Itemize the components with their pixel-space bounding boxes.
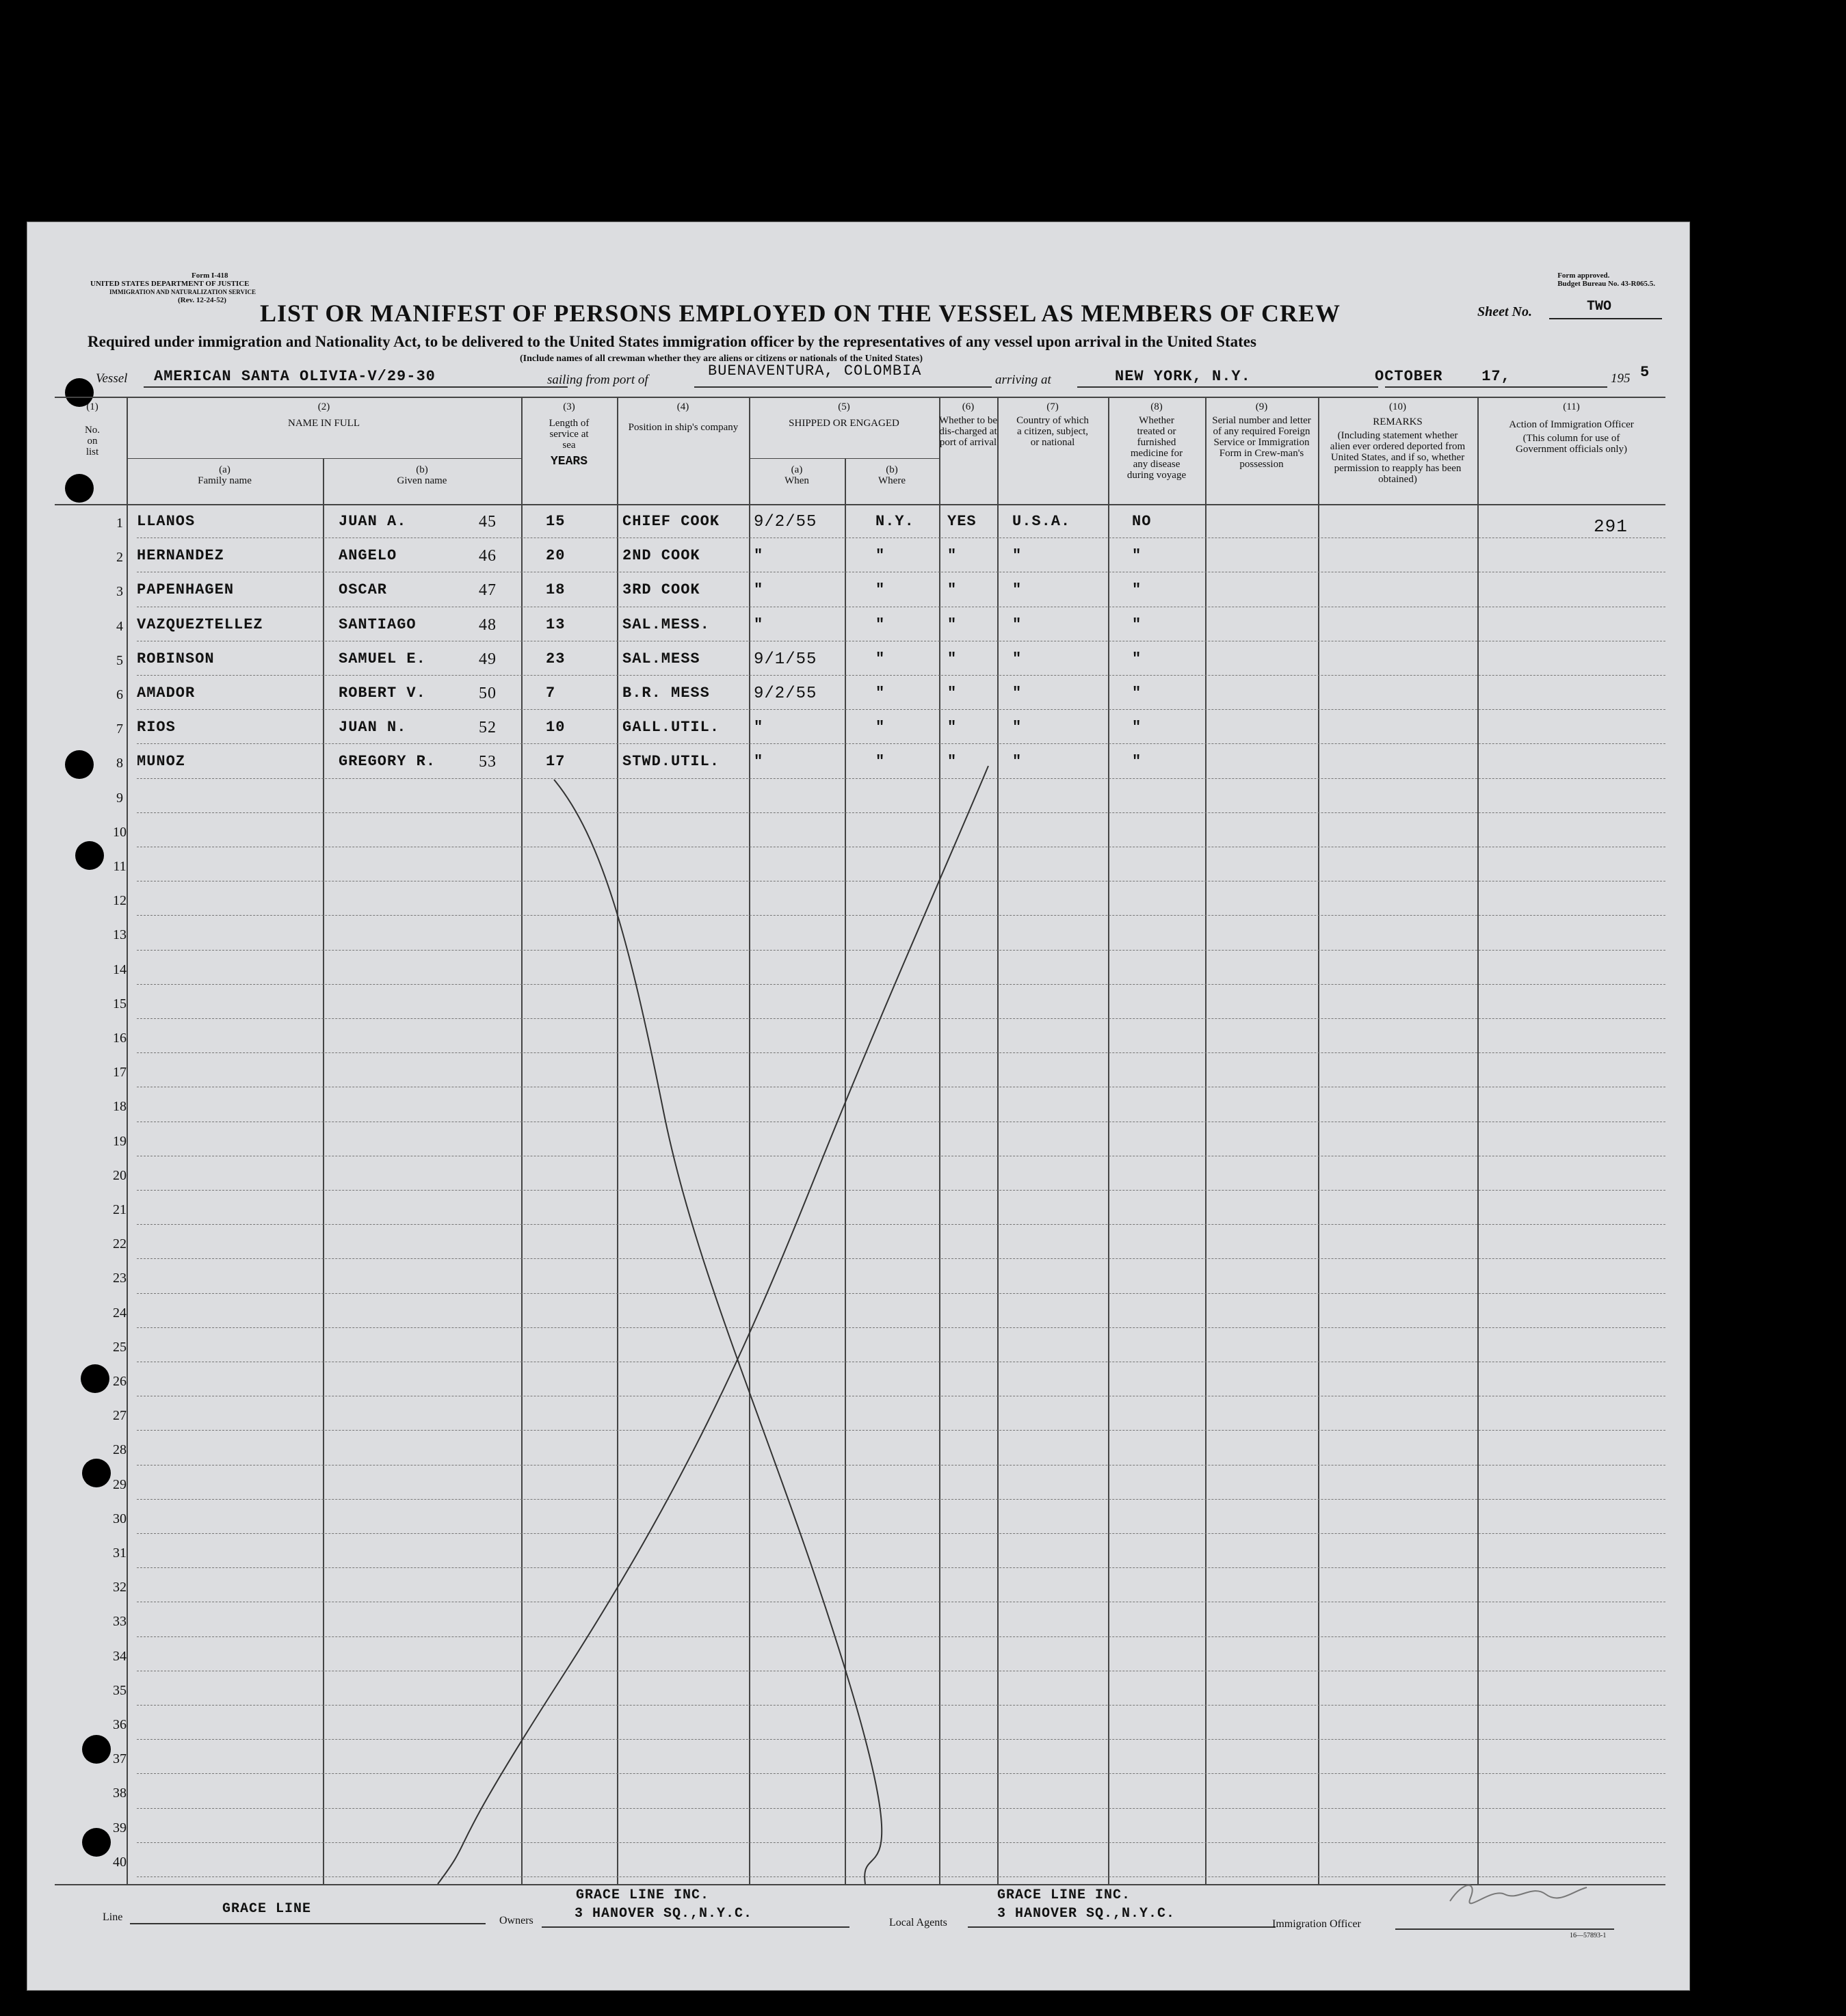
cell-where: " xyxy=(875,650,886,667)
cell-discharged: " xyxy=(947,719,958,737)
cell-ref: 53 xyxy=(479,753,497,771)
row-number: 21 xyxy=(113,1202,127,1217)
col-header-family: (a) Family name xyxy=(198,464,252,486)
cell-country: U.S.A. xyxy=(1012,513,1071,530)
cell-given: GREGORY R. xyxy=(339,753,436,771)
row-number: 3 xyxy=(116,584,123,600)
cell-position: 3RD COOK xyxy=(622,581,700,599)
row-number: 5 xyxy=(116,652,123,668)
cell-position: B.R. MESS xyxy=(622,685,710,702)
cell-when: " xyxy=(754,581,764,599)
manifest-page xyxy=(27,222,1689,1990)
cell-position: GALL.UTIL. xyxy=(622,719,720,737)
cell-where: " xyxy=(875,547,886,565)
officer-underline xyxy=(1395,1928,1614,1930)
row-number: 28 xyxy=(113,1442,127,1458)
cell-country: " xyxy=(1012,753,1023,771)
cell-family: PAPENHAGEN xyxy=(137,581,235,599)
col-header-name: (2) NAME IN FULL xyxy=(288,401,360,429)
cell-family: MUNOZ xyxy=(137,753,186,771)
arriving-label: arriving at xyxy=(995,373,1051,387)
row-number: 19 xyxy=(113,1133,127,1149)
cell-country: " xyxy=(1012,650,1023,667)
cell-country: " xyxy=(1012,719,1023,737)
instruction-note: (Include names of all crewman whether they are aliens or citizens or nationals of the United States) xyxy=(520,354,923,364)
agents-label: Local Agents xyxy=(889,1917,947,1928)
cell-years: 7 xyxy=(546,685,556,702)
cell-family: HERNANDEZ xyxy=(137,547,224,565)
col-header-given: (b) Given name xyxy=(397,464,447,486)
row-number: 9 xyxy=(116,790,123,806)
row-number: 31 xyxy=(113,1546,127,1561)
cancellation-cross xyxy=(27,222,1689,1990)
cell-ref: 47 xyxy=(479,581,497,600)
cell-when: 9/2/55 xyxy=(754,513,817,531)
agents-underline xyxy=(968,1926,1276,1928)
agents-name: GRACE LINE INC. xyxy=(997,1887,1131,1903)
cell-when: 9/2/55 xyxy=(754,685,817,703)
cell-ref: 52 xyxy=(479,719,497,737)
port-to: NEW YORK, N.Y. xyxy=(1115,368,1251,385)
cell-where: " xyxy=(875,615,886,633)
cell-family: AMADOR xyxy=(137,685,196,702)
col-header-medicine: (8) Whether treated or furnished medicine for any disease during voyage xyxy=(1126,401,1187,481)
owners-label: Owners xyxy=(499,1915,533,1926)
row-number: 13 xyxy=(113,927,127,943)
cell-where: " xyxy=(875,753,886,771)
row-number: 18 xyxy=(113,1099,127,1115)
port-from: BUENAVENTURA, COLOMBIA xyxy=(708,362,922,380)
row-number: 38 xyxy=(113,1786,127,1801)
line-label: Line xyxy=(103,1911,123,1923)
cell-medicine: " xyxy=(1132,685,1142,702)
row-number: 11 xyxy=(113,859,127,874)
owners-address: 3 HANOVER SQ.,N.Y.C. xyxy=(575,1906,753,1922)
owners-name: GRACE LINE INC. xyxy=(576,1887,710,1903)
row-number: 15 xyxy=(113,996,127,1011)
col-header-number: (1) No. on list xyxy=(84,401,101,457)
row-number: 23 xyxy=(113,1271,127,1286)
row-number: 12 xyxy=(113,893,127,909)
col-header-where: (b) Where xyxy=(878,464,906,486)
revision: (Rev. 12-24-52) xyxy=(178,296,226,304)
cell-years: 15 xyxy=(546,513,566,530)
cell-where: N.Y. xyxy=(875,513,914,530)
row-number: 10 xyxy=(113,824,127,840)
cell-given: JUAN N. xyxy=(339,719,407,737)
cell-discharged: " xyxy=(947,581,958,599)
row-number: 22 xyxy=(113,1236,127,1252)
row-number: 17 xyxy=(113,1065,127,1080)
cell-years: 23 xyxy=(546,650,566,667)
cell-when: " xyxy=(754,547,764,565)
cell-country: " xyxy=(1012,685,1023,702)
vessel-name: AMERICAN SANTA OLIVIA-V/29-30 xyxy=(154,368,436,385)
owners-underline xyxy=(542,1926,849,1928)
row-number: 4 xyxy=(116,618,123,634)
cell-medicine: " xyxy=(1132,615,1142,633)
cell-country: " xyxy=(1012,581,1023,599)
col-header-action: (11) Action of Immigration Officer (This column for use of Government officials only) xyxy=(1509,401,1634,455)
cell-ref: 49 xyxy=(479,650,497,668)
cell-ref: 50 xyxy=(479,685,497,702)
cell-family: RIOS xyxy=(137,719,176,737)
page-title: LIST OR MANIFEST OF PERSONS EMPLOYED ON THE VESSEL AS MEMBERS OF CREW xyxy=(260,300,1341,327)
cell-family: ROBINSON xyxy=(137,650,215,667)
row-number: 14 xyxy=(113,961,127,977)
cell-position: 2ND COOK xyxy=(622,547,700,565)
agents-address: 3 HANOVER SQ.,N.Y.C. xyxy=(997,1906,1176,1922)
cell-ref: 46 xyxy=(479,547,497,566)
cell-ref: 48 xyxy=(479,615,497,634)
row-number: 8 xyxy=(116,756,123,771)
row-number: 37 xyxy=(113,1751,127,1767)
col-header-when: (a) When xyxy=(784,464,809,486)
action-number: 291 xyxy=(1594,516,1628,537)
row-number: 26 xyxy=(113,1374,127,1389)
approval: Form approved. Budget Bureau No. 43-R065.5. xyxy=(1557,271,1655,288)
cell-medicine: " xyxy=(1132,547,1142,565)
cell-where: " xyxy=(875,719,886,737)
cell-medicine: " xyxy=(1132,650,1142,667)
cell-given: OSCAR xyxy=(339,581,388,599)
row-number: 25 xyxy=(113,1339,127,1355)
cell-position: STWD.UTIL. xyxy=(622,753,720,771)
officer-signature xyxy=(1443,1874,1594,1908)
form-number: Form I-418 xyxy=(192,271,228,280)
cell-medicine: NO xyxy=(1132,513,1152,530)
sailing-label: sailing from port of xyxy=(547,373,648,387)
year-suffix: 5 xyxy=(1640,364,1650,381)
cell-family: VAZQUEZTELLEZ xyxy=(137,615,263,633)
col-header-discharged: (6) Whether to be dis-charged at port of arrival xyxy=(939,401,997,448)
cell-family: LLANOS xyxy=(137,513,196,530)
sheet-number: TWO xyxy=(1587,299,1612,315)
cell-given: SANTIAGO xyxy=(339,615,417,633)
officer-label: Immigration Officer xyxy=(1272,1918,1361,1930)
cell-when: 9/1/55 xyxy=(754,650,817,669)
cell-discharged: " xyxy=(947,753,958,771)
row-number: 35 xyxy=(113,1682,127,1698)
cell-country: " xyxy=(1012,547,1023,565)
row-number: 7 xyxy=(116,721,123,737)
col-header-service: (3) Length of service at sea YEARS xyxy=(549,401,590,468)
row-number: 2 xyxy=(116,550,123,566)
line-underline xyxy=(130,1923,486,1924)
col-header-position: (4) Position in ship's company xyxy=(628,401,739,433)
cell-ref: 45 xyxy=(479,513,497,531)
line-value: GRACE LINE xyxy=(222,1901,312,1917)
arrival-date: OCTOBER 17, xyxy=(1375,368,1511,385)
department: UNITED STATES DEPARTMENT OF JUSTICE xyxy=(90,280,250,288)
vessel-label: Vessel xyxy=(96,371,128,386)
row-number: 33 xyxy=(113,1614,127,1630)
row-number: 29 xyxy=(113,1476,127,1492)
year-prefix: 195 xyxy=(1611,371,1631,386)
cell-medicine: " xyxy=(1132,581,1142,599)
cell-discharged: YES xyxy=(947,513,977,530)
cell-years: 20 xyxy=(546,547,566,565)
col-header-shipped: (5) SHIPPED OR ENGAGED xyxy=(789,401,899,429)
cell-given: ANGELO xyxy=(339,547,397,565)
row-number: 24 xyxy=(113,1305,127,1321)
cell-given: ROBERT V. xyxy=(339,685,426,702)
service: IMMIGRATION AND NATURALIZATION SERVICE xyxy=(109,289,256,295)
cell-discharged: " xyxy=(947,615,958,633)
cell-medicine: " xyxy=(1132,719,1142,737)
cell-discharged: " xyxy=(947,685,958,702)
col-header-country: (7) Country of which a citizen, subject, or national xyxy=(1016,401,1089,448)
cell-where: " xyxy=(875,685,886,702)
cell-when: " xyxy=(754,615,764,633)
row-number: 36 xyxy=(113,1717,127,1732)
cell-years: 10 xyxy=(546,719,566,737)
cell-when: " xyxy=(754,753,764,771)
row-number: 39 xyxy=(113,1820,127,1835)
col-header-remarks: (10) REMARKS (Including statement whether alien ever ordered deported from United States, and if so, whether permission to reapply has been obtained) xyxy=(1330,401,1466,485)
row-number: 1 xyxy=(116,516,123,531)
row-number: 30 xyxy=(113,1511,127,1526)
cell-position: SAL.MESS xyxy=(622,650,700,667)
row-number: 32 xyxy=(113,1580,127,1595)
sheet-label: Sheet No. xyxy=(1477,304,1532,319)
cell-given: SAMUEL E. xyxy=(339,650,426,667)
cell-where: " xyxy=(875,581,886,599)
subtitle: Required under immigration and Nationality Act, to be delivered to the United States immigration officer by the representatives of any vessel upon arrival in the United States xyxy=(88,333,1256,350)
cell-years: 18 xyxy=(546,581,566,599)
cell-when: " xyxy=(754,719,764,737)
row-number: 16 xyxy=(113,1031,127,1046)
cell-years: 13 xyxy=(546,615,566,633)
row-number: 20 xyxy=(113,1167,127,1183)
cell-medicine: " xyxy=(1132,753,1142,771)
cell-position: CHIEF COOK xyxy=(622,513,720,530)
cell-position: SAL.MESS. xyxy=(622,615,710,633)
cell-given: JUAN A. xyxy=(339,513,407,530)
row-number: 40 xyxy=(113,1854,127,1870)
print-code: 16—57893-1 xyxy=(1570,1932,1607,1939)
cell-discharged: " xyxy=(947,547,958,565)
cell-country: " xyxy=(1012,615,1023,633)
row-number: 6 xyxy=(116,687,123,702)
cell-discharged: " xyxy=(947,650,958,667)
col-header-serial: (9) Serial number and letter of any required Foreign Service or Immigration Form in Crew-man's possession xyxy=(1212,401,1311,470)
row-number: 27 xyxy=(113,1408,127,1424)
row-number: 34 xyxy=(113,1648,127,1664)
cell-years: 17 xyxy=(546,753,566,771)
